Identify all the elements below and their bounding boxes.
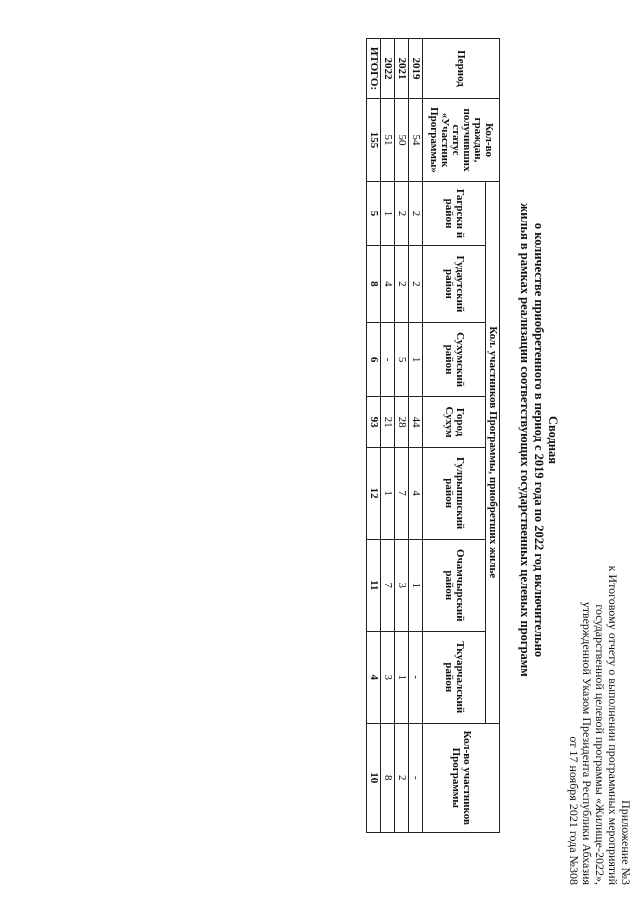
value-cell: 1: [409, 539, 423, 631]
total-cell: 12: [367, 447, 381, 539]
value-cell: 4: [381, 246, 395, 323]
value-cell: 7: [395, 447, 409, 539]
group-header: Кол. участников Программы, приобретших жилье: [486, 182, 500, 724]
value-cell: 3: [395, 539, 409, 631]
value-cell: 1: [409, 322, 423, 397]
citizens-header: Кол-во граждан, получивших статус «Участник Программы»: [423, 99, 500, 182]
total-participants-header: Кол-во участников Программы: [423, 723, 500, 832]
value-cell: 2: [409, 182, 423, 246]
district-header: Гагрски й район: [423, 182, 486, 246]
total-cell: 10: [367, 723, 381, 832]
value-cell: -: [381, 322, 395, 397]
table-row: [409, 39, 423, 833]
value-cell: 51: [381, 99, 395, 182]
value-cell: 1: [381, 182, 395, 246]
title-line: о количестве приобретенного в период с 2019 года по 2022 год включительно: [532, 222, 546, 658]
total-row: [367, 39, 381, 833]
total-cell: 93: [367, 397, 381, 447]
period-cell: 2021: [395, 39, 409, 99]
value-cell: 44: [409, 397, 423, 447]
summary-table: [366, 38, 500, 833]
district-header: Гулрыпшский район: [423, 447, 486, 539]
value-cell: 2: [395, 246, 409, 323]
period-cell: 2022: [381, 39, 395, 99]
document-title: [518, 140, 560, 740]
header-line: к Итоговому отчету о выполнении программных мероприятий: [606, 565, 620, 885]
total-cell: 155: [367, 99, 381, 182]
total-cell: 5: [367, 182, 381, 246]
value-cell: 28: [395, 397, 409, 447]
header-line: утвержденной Указом Президента Республики Абхазия: [580, 601, 594, 885]
value-cell: 4: [409, 447, 423, 539]
total-label: ИТОГО:: [367, 39, 381, 99]
district-header: Гудаутский район: [423, 246, 486, 323]
district-header: Город Сухум: [423, 397, 486, 447]
title-line: жилья в рамках реализации соответствующих государственных целевых программ: [518, 203, 532, 677]
value-cell: 21: [381, 397, 395, 447]
value-cell: 2: [395, 723, 409, 832]
value-cell: 50: [395, 99, 409, 182]
period-header: Период: [423, 39, 500, 99]
table-row: [395, 39, 409, 833]
value-cell: 2: [409, 246, 423, 323]
district-header: Сухумский район: [423, 322, 486, 397]
title-line: Сводная: [546, 415, 560, 465]
header-row: [486, 39, 500, 833]
total-cell: 8: [367, 246, 381, 323]
value-cell: -: [409, 723, 423, 832]
header-line: от 17 ноября 2021 года №308: [567, 736, 581, 885]
value-cell: 2: [395, 182, 409, 246]
value-cell: 1: [381, 447, 395, 539]
total-cell: 6: [367, 322, 381, 397]
value-cell: 8: [381, 723, 395, 832]
header-line: государственной целевой программы «Жилище-2022»,: [593, 604, 607, 885]
value-cell: -: [409, 631, 423, 723]
table-row: [381, 39, 395, 833]
value-cell: 1: [395, 631, 409, 723]
total-cell: 4: [367, 631, 381, 723]
appendix-header: [567, 566, 632, 885]
header-line: Приложение №3: [619, 800, 633, 885]
value-cell: 3: [381, 631, 395, 723]
period-cell: 2019: [409, 39, 423, 99]
value-cell: 5: [395, 322, 409, 397]
value-cell: 54: [409, 99, 423, 182]
district-header: Очамчырский район: [423, 539, 486, 631]
value-cell: 7: [381, 539, 395, 631]
total-cell: 11: [367, 539, 381, 631]
district-header: Ткуарчалский район: [423, 631, 486, 723]
